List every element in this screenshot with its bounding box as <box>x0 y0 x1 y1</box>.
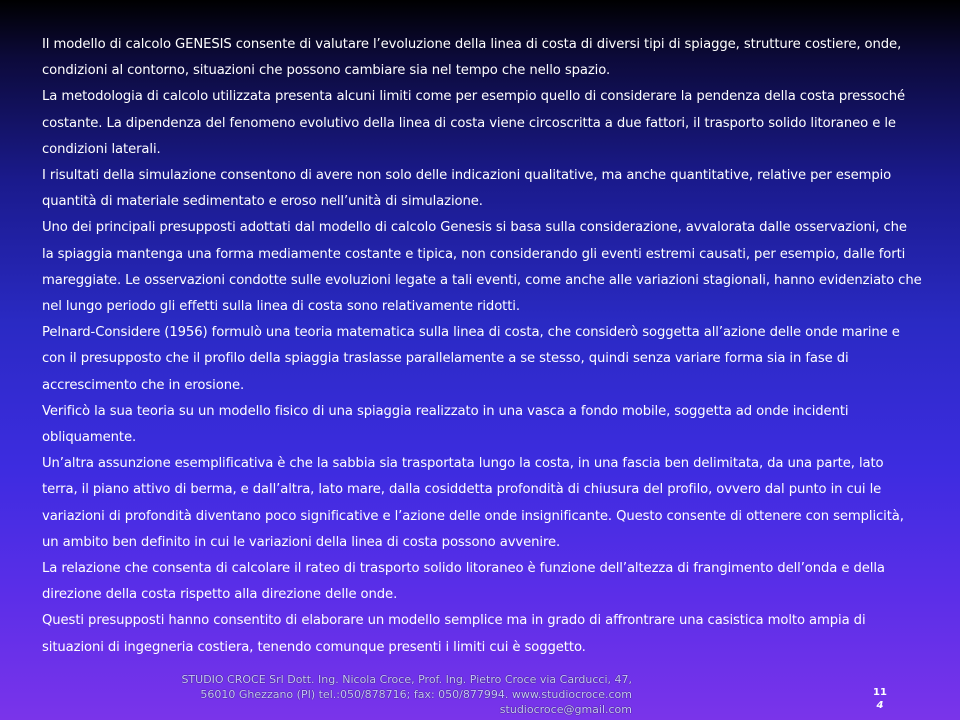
paragraph-transport-rate: La relazione che consenta di calcolare il rateo di trasporto solido litoraneo è funzione dell’altezza di frangimento dell’onda e della direzione della costa rispetto alla direzione delle onde. <box>42 561 885 603</box>
slide-body-text <box>42 32 922 661</box>
page-number-bottom: 4 <box>876 700 884 711</box>
paragraph-genesis-intro: Il modello di calcolo GENESIS consente di valutare l’evoluzione della linea di costa di diversi tipi di spiagge, strutture costiere, onde, condizioni al contorno, situazioni che possono cambiare sia nel tempo che nello spazio. <box>42 37 902 79</box>
paragraph-main-assumption: Uno dei principali presupposti adottati dal modello di calcolo Genesis si basa sulla considerazione, avvalorata dalle osservazioni, che la spiaggia mantenga una forma mediamente costante e tipica, non considerando gli eventi estremi causati, per esempio, dalle forti mareggiate. Le osservazioni condotte sulle evoluzioni legate a tali eventi, come anche alle variazioni stagionali, hanno evidenziato che nel lungo periodo gli effetti sulla linea di costa sono relativamente ridotti. <box>42 220 922 315</box>
footer-credit <box>120 672 632 717</box>
page-number <box>860 686 900 712</box>
page-number-top: 11 <box>873 687 887 698</box>
paragraph-conclusion: Questi presupposti hanno consentito di elaborare un modello semplice ma in grado di affrontrare una casistica molto ampia di situazioni di ingegneria costiera, tenendo comunque presenti i limiti cui è soggetto. <box>42 613 866 655</box>
footer-line-email: studiocroce@gmail.com <box>499 703 632 716</box>
footer-line-company: STUDIO CROCE Srl Dott. Ing. Nicola Croce, Prof. Ing. Pietro Croce via Carducci, 47, <box>181 673 632 686</box>
paragraph-methodology-limits: La metodologia di calcolo utilizzata presenta alcuni limiti come per esempio quello di considerare la pendenza della costa pressoché costante. La dipendenza del fenomeno evolutivo della linea di costa viene circoscritta a due fattori, il trasporto solido litoraneo e le condizioni laterali. <box>42 89 906 157</box>
paragraph-physical-model: Verificò la sua teoria su un modello fisico di una spiaggia realizzato in una vasca a fondo mobile, soggetta ad onde incidenti obliquamente. <box>42 403 849 446</box>
paragraph-pelnard-considere: Pelnard-Considere (1956) formulò una teoria matematica sulla linea di costa, che considerò soggetta all’azione delle onde marine e con il presupposto che il profilo della spiaggia traslasse parallelamente a se stesso, quindi senza variare forma sia in fase di accrescimento che in erosione. <box>42 325 900 393</box>
footer-line-address: 56010 Ghezzano (PI) tel.:050/878716; fax: 050/877994. www.studiocroce.com <box>200 688 632 701</box>
paragraph-simulation-results: I risultati della simulazione consentono di avere non solo delle indicazioni qualitative, ma anche quantitative, relative per esempio quantità di materiale sedimentato e eroso nell’unità di simulazione. <box>42 168 892 210</box>
paragraph-sand-transport: Un’altra assunzione esemplificativa è che la sabbia sia trasportata lungo la costa, in una fascia ben delimitata, da una parte, lato terra, il piano attivo di berma, e dall’altra, lato mare, dalla cosiddetta profondità di chiusura del profilo, ovvero dal punto in cui le variazioni di profondità diventano poco significative e l’azione delle onde insignificante. Questo consente di ottenere con semplicità, un ambito ben definito in cui le variazioni della linea di costa possono avvenire. <box>42 456 904 550</box>
